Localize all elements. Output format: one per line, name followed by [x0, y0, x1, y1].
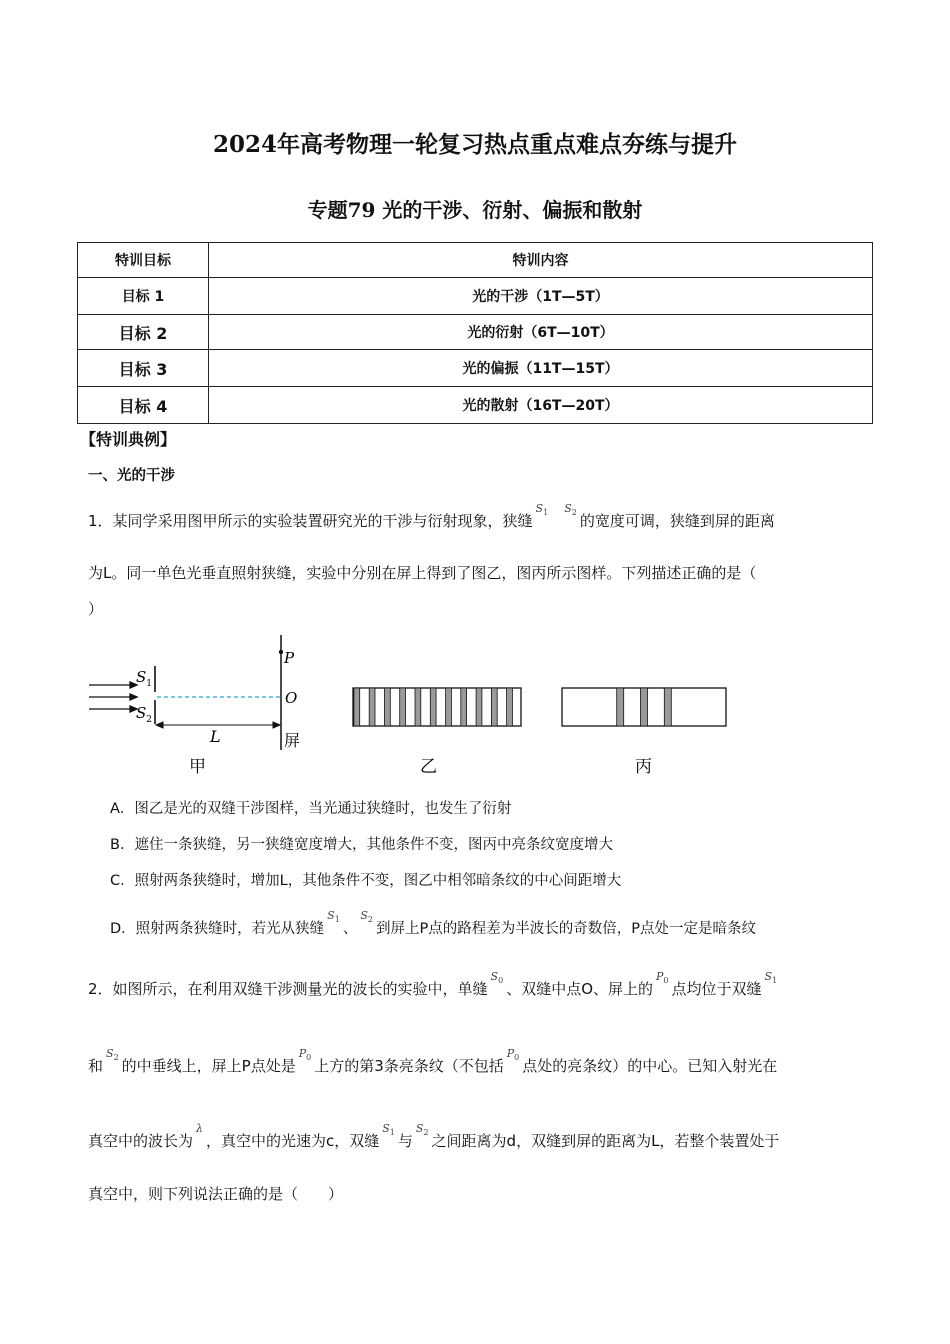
q1-line-2: 为L。同一单色光垂直照射狭缝，实验中分别在屏上得到了图乙，图丙所示图样。下列描述正确的是（: [88, 564, 757, 582]
figure-jia: [89, 635, 300, 777]
dark-fringe: [385, 688, 391, 726]
q2-line-2: 和$^{S_2}$ 的中垂线上，屏上P点处是$^{P_0}$ 上方的第3条亮条纹（不包括$^{P_0}$ 点处的亮条纹）的中心。已知入射光在: [88, 1047, 778, 1075]
q1-option-a[interactable]: A．图乙是光的双缝干涉图样，当光通过狭缝时，也发生了衍射: [110, 801, 512, 817]
table-cell-target: 目标 4: [78, 387, 209, 424]
table-row: [78, 350, 873, 387]
dark-fringe: [664, 688, 671, 726]
table-header-row: [78, 243, 873, 278]
point-p: [279, 650, 283, 654]
q1-option-b[interactable]: B．遮住一条狭缝，另一狭缝宽度增大，其他条件不变，图丙中亮条纹宽度增大: [110, 837, 613, 853]
symbol-lambda: λ: [196, 1122, 203, 1135]
dark-fringe: [400, 688, 406, 726]
dark-fringe: [641, 688, 648, 726]
table-header-cell: 特训目标: [78, 243, 209, 278]
table-cell-target: 目标 1: [78, 278, 209, 315]
dark-fringe: [415, 688, 421, 726]
symbol-p0: P0: [298, 1047, 312, 1063]
table-row: [78, 315, 873, 350]
page-title: 2024年高考物理一轮复习热点重点难点夯练与提升: [212, 131, 737, 158]
q1-text: 的宽度可调，狭缝到屏的距离: [579, 512, 775, 530]
symbol-s2: S2: [415, 1122, 429, 1138]
symbol-s2: S2: [564, 502, 577, 518]
dark-fringe: [354, 688, 360, 726]
symbol-s1: S1: [535, 502, 549, 518]
symbol-s1: S1: [327, 909, 340, 925]
q1-line-1: [88, 502, 775, 531]
symbol-s0: S0: [490, 970, 504, 986]
table-row: [78, 387, 873, 424]
dark-fringe: [446, 688, 452, 726]
table-cell-content: 光的散射（16T—20T）: [209, 387, 873, 424]
table-cell-content: 光的干涉（1T—5T）: [209, 278, 873, 315]
dark-fringe: [617, 688, 624, 726]
table-cell-content: 光的衍射（6T—10T）: [209, 315, 873, 350]
q1-text: 1．某同学采用图甲所示的实验装置研究光的干涉与衍射现象，狭缝: [88, 512, 533, 530]
symbol-s1: S1: [382, 1122, 395, 1138]
subsection-heading: 一、光的干涉: [88, 468, 175, 484]
q1-option-c[interactable]: C．照射两条狭缝时，增加L，其他条件不变，图乙中相邻暗条纹的中心间距增大: [110, 873, 622, 889]
dark-fringe: [491, 688, 497, 726]
page-subtitle: 专题79 光的干涉、衍射、偏振和散射: [307, 198, 643, 222]
figure-yi: [353, 688, 521, 777]
figure-bing: [562, 688, 726, 777]
table-row: [78, 278, 873, 315]
q1-line-3: ）: [88, 600, 104, 618]
table-cell-content: 光的偏振（11T—15T）: [209, 350, 873, 387]
table-header-cell: 特训内容: [209, 243, 873, 278]
dark-fringe: [461, 688, 467, 726]
symbol-s2: S2: [106, 1047, 119, 1063]
caption-jia: 甲: [189, 757, 206, 777]
section-heading: 【特训典例】: [80, 430, 177, 449]
label-s2: $S_2$: [136, 704, 153, 725]
dark-fringe: [369, 688, 375, 726]
q2-line-3: 真空中的波长为$^\lambda$，真空中的光速为c，双缝$^{S_1}$ 与$^{S_2}$ 之间距离为d，双缝到屏的距离为L，若整个装置处于: [88, 1122, 780, 1150]
symbol-s2: S2: [360, 909, 373, 925]
q1-option-d[interactable]: D．照射两条狭缝时，若光从狭缝$^{S_1}$、$^{S_2}$到屏上P点的路程差为半波长的奇数倍，P点处一定是暗条纹: [110, 909, 756, 937]
label-s1: $S_1$: [136, 668, 153, 689]
label-screen: 屏: [284, 731, 301, 750]
dark-fringe: [476, 688, 482, 726]
table-cell-target: 目标 3: [78, 350, 209, 387]
incident-arrows: [89, 682, 137, 712]
caption-yi: 乙: [420, 757, 437, 777]
symbol-s1: S1: [764, 970, 778, 986]
label-p: P: [284, 649, 295, 667]
label-o: O: [285, 689, 298, 707]
dark-fringe: [430, 688, 436, 726]
q1-figure: [85, 630, 745, 780]
targets-table: [77, 242, 873, 424]
label-l: L: [210, 727, 221, 746]
table-cell-target: 目标 2: [78, 315, 209, 350]
dark-fringe: [507, 688, 513, 726]
q2-line-4: 真空中，则下列说法正确的是（ ）: [88, 1185, 344, 1203]
symbol-p0: P0: [656, 970, 669, 986]
caption-bing: 丙: [635, 757, 652, 777]
symbol-p0: P0: [506, 1047, 520, 1063]
q2-line-1: 2．如图所示，在利用双缝干涉测量光的波长的实验中，单缝$^{S_0}$ 、双缝中点O、屏上的$^{P_0}$ 点均位于双缝$^{S_1}$: [88, 970, 778, 998]
